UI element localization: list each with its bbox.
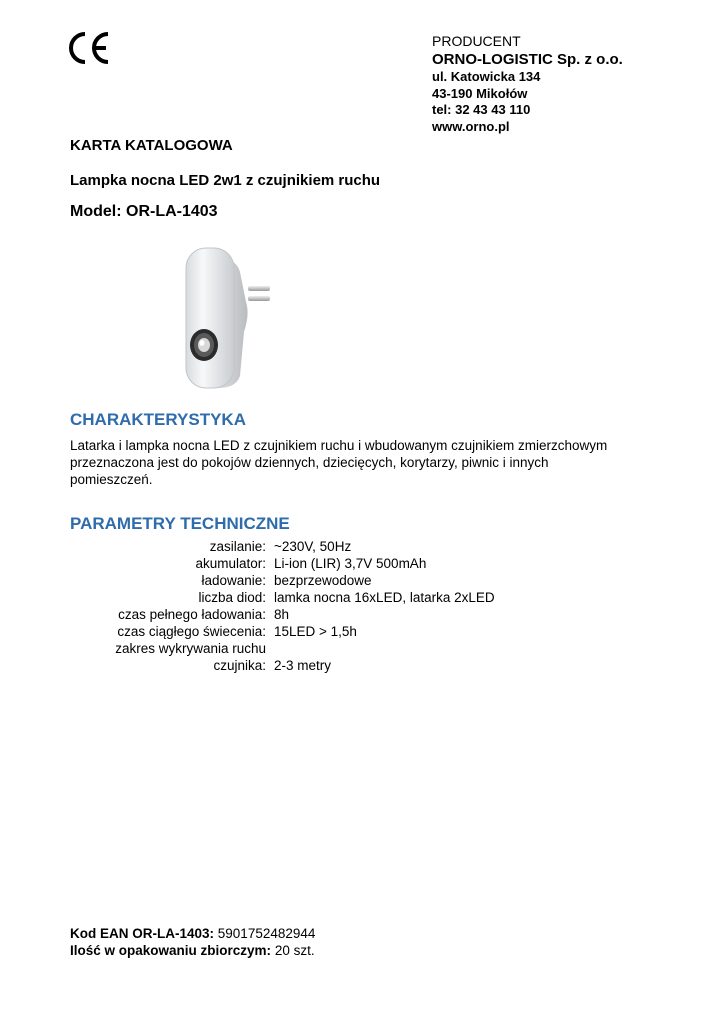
model-number: Model: OR-LA-1403	[70, 203, 218, 220]
param-key: czujnika:	[213, 658, 266, 673]
param-value: 8h	[274, 607, 290, 622]
address-city: 43-190 Mikołów	[432, 85, 528, 101]
quantity-label: Ilość w opakowaniu zbiorczym:	[70, 943, 272, 958]
table-row	[70, 572, 495, 589]
param-value: lamka nocna 16xLED, latarka 2xLED	[274, 590, 495, 605]
ean-label: Kod EAN OR-LA-1403:	[70, 926, 215, 941]
producer-label: PRODUCENT	[432, 33, 521, 49]
param-value: Li-ion (LIR) 3,7V 500mAh	[274, 556, 427, 571]
characteristics-title: CHARAKTERYSTYKA	[70, 410, 246, 429]
ean-value: 5901752482944	[217, 926, 316, 941]
param-value: 15LED > 1,5h	[274, 624, 357, 639]
param-key: ładowanie:	[201, 573, 266, 588]
characteristics-description	[70, 437, 670, 488]
param-key: akumulator:	[195, 556, 266, 571]
param-key: zakres wykrywania ruchu	[115, 641, 266, 656]
table-row	[70, 640, 495, 657]
parameters-table	[70, 538, 495, 674]
param-value: ~230V, 50Hz	[274, 539, 352, 554]
table-row	[70, 555, 495, 572]
description-line: Latarka i lampka nocna LED z czujnikiem ruchu i wbudowanym czujnikiem zmierzchowym	[70, 438, 608, 453]
product-photo	[178, 242, 282, 392]
param-value	[266, 640, 495, 657]
param-key: zasilanie:	[209, 539, 266, 554]
table-row	[70, 538, 495, 555]
param-key: liczba diod:	[198, 590, 266, 605]
ean-line	[70, 925, 315, 942]
description-line: przeznaczona jest do pokojów dziennych, dziecięcych, korytarzy, piwnic i innych	[70, 455, 549, 470]
phone: tel: 32 43 43 110	[432, 102, 531, 117]
param-key: czas pełnego ładowania:	[118, 607, 266, 622]
table-row	[70, 623, 495, 640]
company-name: ORNO-LOGISTIC Sp. z o.o.	[432, 51, 623, 68]
param-value: bezprzewodowe	[274, 573, 372, 588]
table-row	[70, 589, 495, 606]
quantity-line	[70, 942, 315, 959]
quantity-value: 20 szt.	[274, 943, 315, 958]
product-name: Lampka nocna LED 2w1 z czujnikiem ruchu	[70, 172, 381, 189]
param-key: czas ciągłego świecenia:	[117, 624, 266, 639]
table-row	[70, 657, 495, 674]
table-row	[70, 606, 495, 623]
footer-info	[70, 925, 315, 959]
producer-block	[432, 33, 712, 135]
address-street: ul. Katowicka 134	[432, 69, 541, 84]
document-type: KARTA KATALOGOWA	[70, 137, 233, 154]
param-value: 2-3 metry	[274, 658, 332, 673]
ce-mark-logo	[68, 30, 112, 66]
website: www.orno.pl	[432, 118, 510, 134]
description-line: pomieszczeń.	[70, 472, 153, 487]
parameters-title: PARAMETRY TECHNICZNE	[70, 514, 290, 533]
